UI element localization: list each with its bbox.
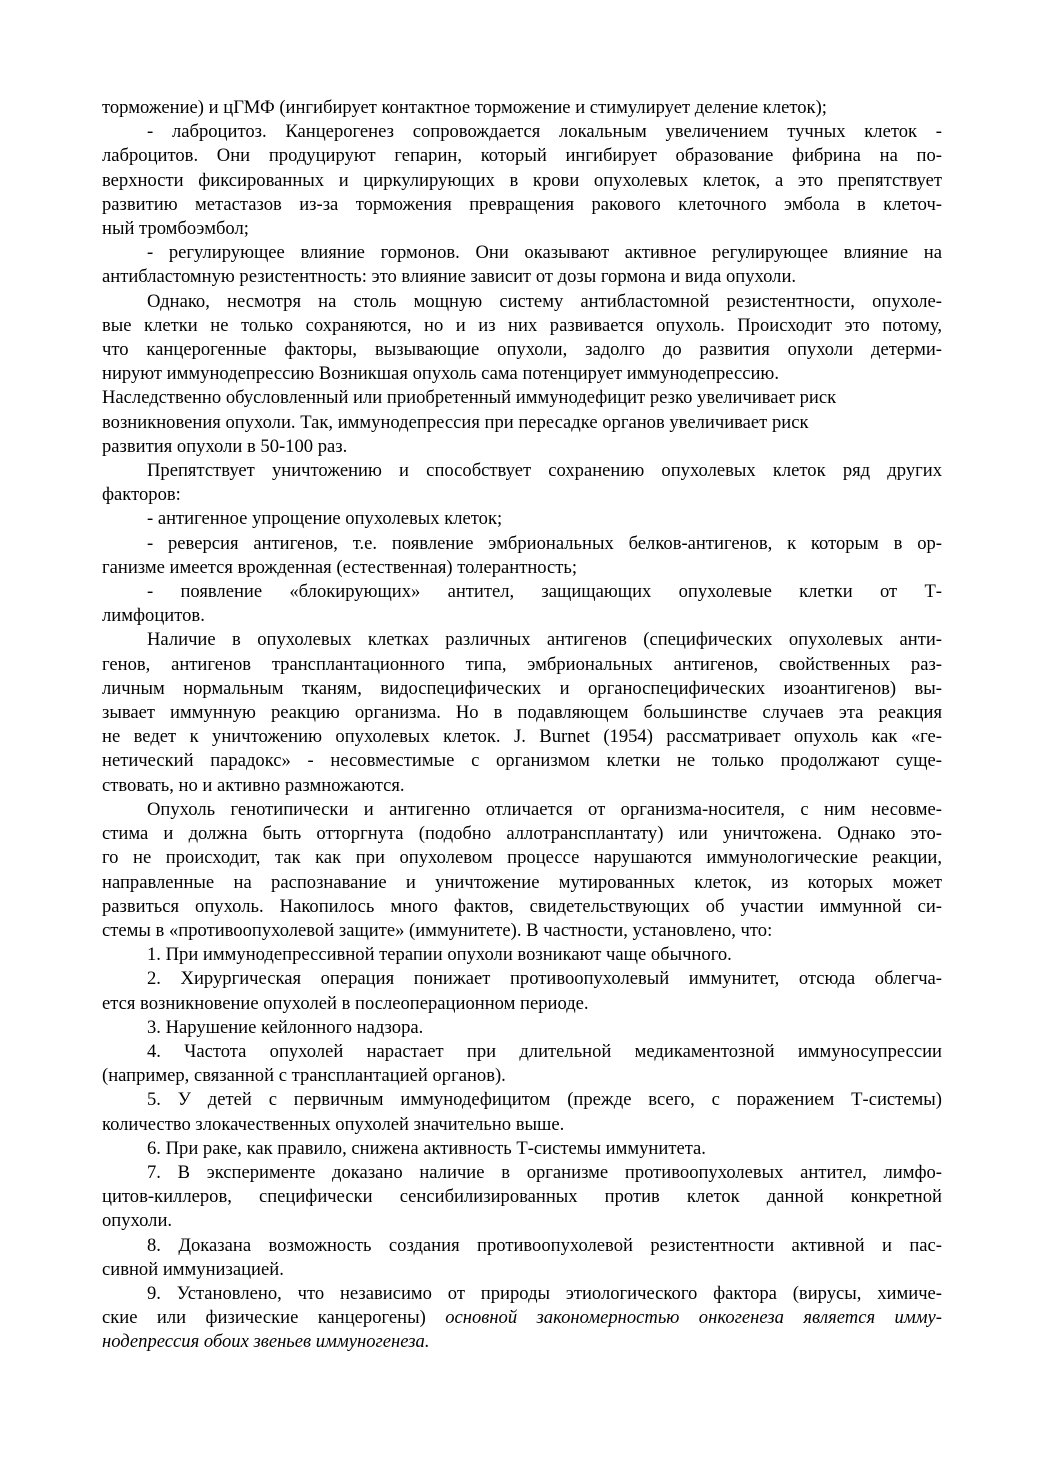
text-line: Препятствует уничтожению и способствует сохранению опухолевых клеток ряд других [147, 460, 942, 482]
text-line: ганизме имеется врожденная (естественная) толерантность; [102, 556, 578, 578]
text-line: Однако, несмотря на столь мощную систему антибластомной резистентности, опухоле- [147, 290, 942, 312]
text-line: 1. При иммунодепрессивной терапии опухоли возникают чаще обычного. [147, 944, 732, 966]
text-line: зывает иммунную реакцию организма. Но в подавляющем большинстве случаев эта реакция [102, 702, 942, 724]
text-line: (например, связанной с трансплантацией органов). [102, 1065, 506, 1087]
text-line: 2. Хирургическая операция понижает противоопухолевый иммунитет, отсюда облегча- [147, 968, 942, 990]
text-line: лимфоцитов. [102, 605, 205, 627]
text-line: нируют иммунодепрессию Возникшая опухоль сама потенцирует иммунодепрессию. [102, 363, 779, 385]
text-line: факторов: [102, 484, 181, 506]
text-line: развитию метастазов из-за торможения превращения ракового клеточного эмбола в клеточ- [102, 193, 942, 215]
text-line: - появление «блокирующих» антител, защищающих опухолевые клетки от Т- [147, 581, 942, 603]
text-line: возникновения опухоли. Так, иммунодепрессия при пересадке органов увеличивает риск [102, 411, 809, 433]
text-line: личным нормальным тканям, видоспецифических и органоспецифических изоантигенов) вы- [102, 677, 942, 699]
text-line: антибластомную резистентность: это влияние зависит от дозы гормона и вида опухоли. [102, 266, 797, 288]
text-line: вые клетки не только сохраняются, но и из них развивается опухоль. Происходит это потому, [102, 314, 942, 336]
text-line: верхности фиксированных и циркулирующих в крови опухолевых клеток, а это препятствует [102, 169, 942, 191]
text-line: стима и должна быть отторгнута (подобно аллотрансплантату) или уничтожена. Однако это- [102, 823, 942, 845]
text-run-normal: ские или физические канцерогены) [102, 1307, 446, 1329]
text-line: развиться опухоль. Накопилось много фактов, свидетельствующих об участии иммунной си- [102, 895, 942, 917]
text-line: развития опухоли в 50-100 раз. [102, 435, 348, 457]
text-line: 3. Нарушение кейлонного надзора. [147, 1016, 424, 1038]
text-line: - регулирующее влияние гормонов. Они оказывают активное регулирующее влияние на [147, 242, 942, 264]
document-body [102, 96, 942, 1306]
text-line: Наследственно обусловленный или приобретенный иммунодефицит резко увеличивает риск [102, 387, 837, 409]
text-line: го не происходит, так как при опухолевом процессе нарушаются иммунологические реакции, [102, 847, 942, 869]
text-line: направленные на распознавание и уничтожение мутированных клеток, из которых может [102, 871, 942, 893]
text-line: ный тромбоэмбол; [102, 218, 249, 240]
text-line: ется возникновение опухолей в послеоперационном периоде. [102, 992, 589, 1014]
text-line: 7. В эксперименте доказано наличие в организме противоопухолевых антител, лимфо- [147, 1161, 942, 1183]
text-line: лаброцитов. Они продуцируют гепарин, который ингибирует образование фибрина на по- [102, 145, 942, 167]
text-line: Опухоль генотипически и антигенно отличается от организма-носителя, с ним несовме- [147, 798, 942, 820]
text-line: - реверсия антигенов, т.е. появление эмбриональных белков-антигенов, к которым в ор- [147, 532, 942, 554]
text-line-mixed [102, 1306, 942, 1330]
text-line: 4. Частота опухолей нарастает при длительной медикаментозной иммуносупрессии [147, 1040, 942, 1062]
text-line: нетический парадокс» - несовместимые с организмом клетки не только продолжают суще- [102, 750, 942, 772]
text-line: опухоли. [102, 1210, 173, 1232]
text-line: 6. При раке, как правило, снижена активность Т-системы иммунитета. [147, 1137, 706, 1159]
text-line: 9. Установлено, что независимо от природы этиологического фактора (вирусы, химиче- [147, 1282, 942, 1304]
text-line-final: нодепрессия обоих звеньев иммуногенеза. [102, 1331, 430, 1353]
text-line: 8. Доказана возможность создания противоопухолевой резистентности активной и пас- [147, 1234, 942, 1256]
text-line: Наличие в опухолевых клетках различных антигенов (специфических опухолевых анти- [147, 629, 942, 651]
text-line: что канцерогенные факторы, вызывающие опухоли, задолго до развития опухоли детерми- [102, 339, 942, 361]
text-line: цитов-киллеров, специфически сенсибилизированных против клеток данной конкретной [102, 1186, 942, 1208]
text-line: генов, антигенов трансплантационного типа, эмбриональных антигенов, свойственных раз- [102, 653, 942, 675]
text-line: сивной иммунизацией. [102, 1258, 284, 1280]
text-run-italic: основной закономерностью онкогенеза является имму- [445, 1307, 942, 1329]
text-line: торможение) и цГМФ (ингибирует контактное торможение и стимулирует деление клеток); [102, 97, 827, 118]
text-line: - лаброцитоз. Канцерогенез сопровождается локальным увеличением тучных клеток - [147, 121, 942, 143]
text-line: ствовать, но и активно размножаются. [102, 774, 405, 796]
document-page [102, 96, 942, 1355]
text-line: - антигенное упрощение опухолевых клеток; [147, 508, 503, 530]
text-line: не ведет к уничтожению опухолевых клеток. J. Burnet (1954) рассматривает опухоль как «ге- [102, 726, 942, 748]
text-line: стемы в «противоопухолевой защите» (иммунитете). В частности, установлено, что: [102, 919, 773, 941]
text-line: 5. У детей с первичным иммунодефицитом (прежде всего, с поражением Т-системы) [147, 1089, 942, 1111]
text-line: количество злокачественных опухолей значительно выше. [102, 1113, 565, 1135]
